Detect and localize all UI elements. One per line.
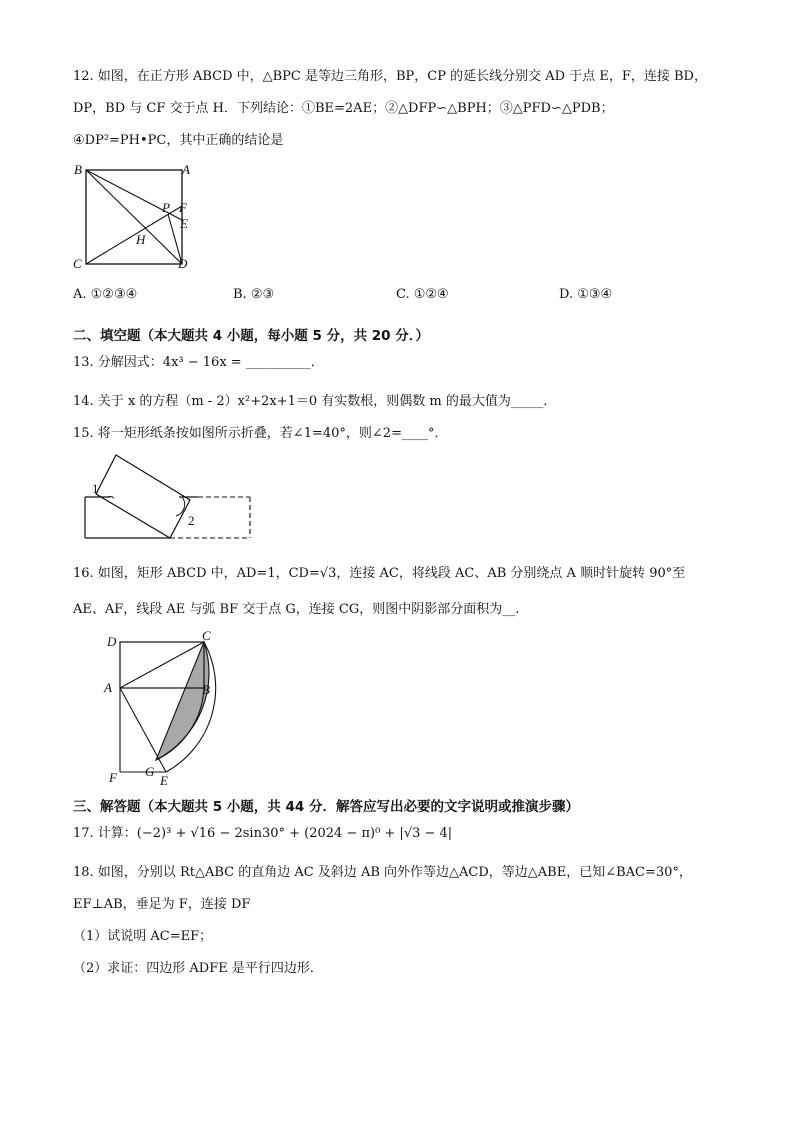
label-f: F	[179, 200, 187, 215]
segment-ae	[120, 688, 166, 772]
label-p: P	[162, 200, 170, 215]
label-d: D	[107, 634, 117, 649]
segment-bd	[86, 170, 182, 264]
q12-option-c: C. ①②④	[396, 287, 449, 302]
angle-1-label: 1	[92, 481, 99, 496]
section-3-title: 三、解答题（本大题共 5 小题，共 44 分．解答应写出必要的文字说明或推演步骤）	[73, 799, 579, 815]
q18-sub1: （1）试说明 AC=EF；	[73, 929, 213, 944]
label-f: F	[109, 770, 117, 785]
q12-option-d: D. ①③④	[559, 287, 613, 302]
q18-sub2: （2）求证：四边形 ADFE 是平行四边形．	[73, 961, 323, 976]
q13-text: 13. 分解因式：4x³ − 16x = __________．	[73, 355, 324, 370]
q18-line2: EF⊥AB，垂足为 F，连接 DF	[73, 897, 251, 912]
label-e: E	[180, 216, 188, 231]
label-e: E	[160, 773, 168, 788]
q15-fold-figure	[80, 452, 260, 542]
section-2-title: 二、填空题（本大题共 4 小题，每小题 5 分，共 20 分．）	[73, 328, 430, 344]
label-b: B	[74, 162, 82, 177]
q17-text: 17. 计算：(−2)³ + √16 − 2sin30° + (2024 − π)⁰ + |√3 − 4|	[73, 826, 453, 841]
angle-2-label: 2	[188, 513, 195, 528]
q12-line2: DP，BD 与 CF 交于点 H．下列结论：①BE=2AE；②△DFP∽△BPH；③△PFD∽△PDB；	[73, 101, 614, 116]
q12-line1: 12. 如图，在正方形 ABCD 中，△BPC 是等边三角形，BP，CP 的延长线分别交 AD 于点 E，F，连接 BD，	[73, 69, 707, 84]
q16-rectangle-figure	[100, 628, 230, 788]
label-a: A	[104, 680, 112, 695]
q16-line1: 16. 如图，矩形 ABCD 中，AD=1，CD=√3，连接 AC，将线段 AC、AB 分别绕点 A 顺时针旋转 90°至	[73, 566, 686, 581]
q12-line3: ④DP²=PH•PC，其中正确的结论是	[73, 133, 284, 148]
label-h: H	[136, 232, 146, 247]
q16-line2: AE、AF，线段 AE 与弧 BF 交于点 G，连接 CG，则图中阴影部分面积为__.	[73, 602, 520, 617]
q18-line1: 18. 如图，分别以 Rt△ABC 的直角边 AC 及斜边 AB 向外作等边△ACD，等边△ABE，已知∠BAC=30°，	[73, 865, 692, 880]
shaded-region	[156, 642, 209, 760]
label-c: C	[202, 628, 211, 643]
q12-option-b: B. ②③	[233, 287, 275, 302]
q12-option-a: A. ①②③④	[73, 287, 138, 302]
q14-text: 14. 关于 x 的方程（m - 2）x²+2x+1＝0 有实数根，则偶数 m 的最大值为_____．	[73, 394, 557, 409]
label-b: B	[202, 682, 210, 697]
label-d: D	[178, 256, 188, 271]
q15-text: 15. 将一矩形纸条按如图所示折叠，若∠1=40°，则∠2=____°．	[73, 426, 448, 441]
label-g: G	[145, 764, 155, 779]
label-a: A	[182, 162, 190, 177]
q12-square-figure	[70, 160, 210, 270]
label-c: C	[73, 256, 82, 271]
